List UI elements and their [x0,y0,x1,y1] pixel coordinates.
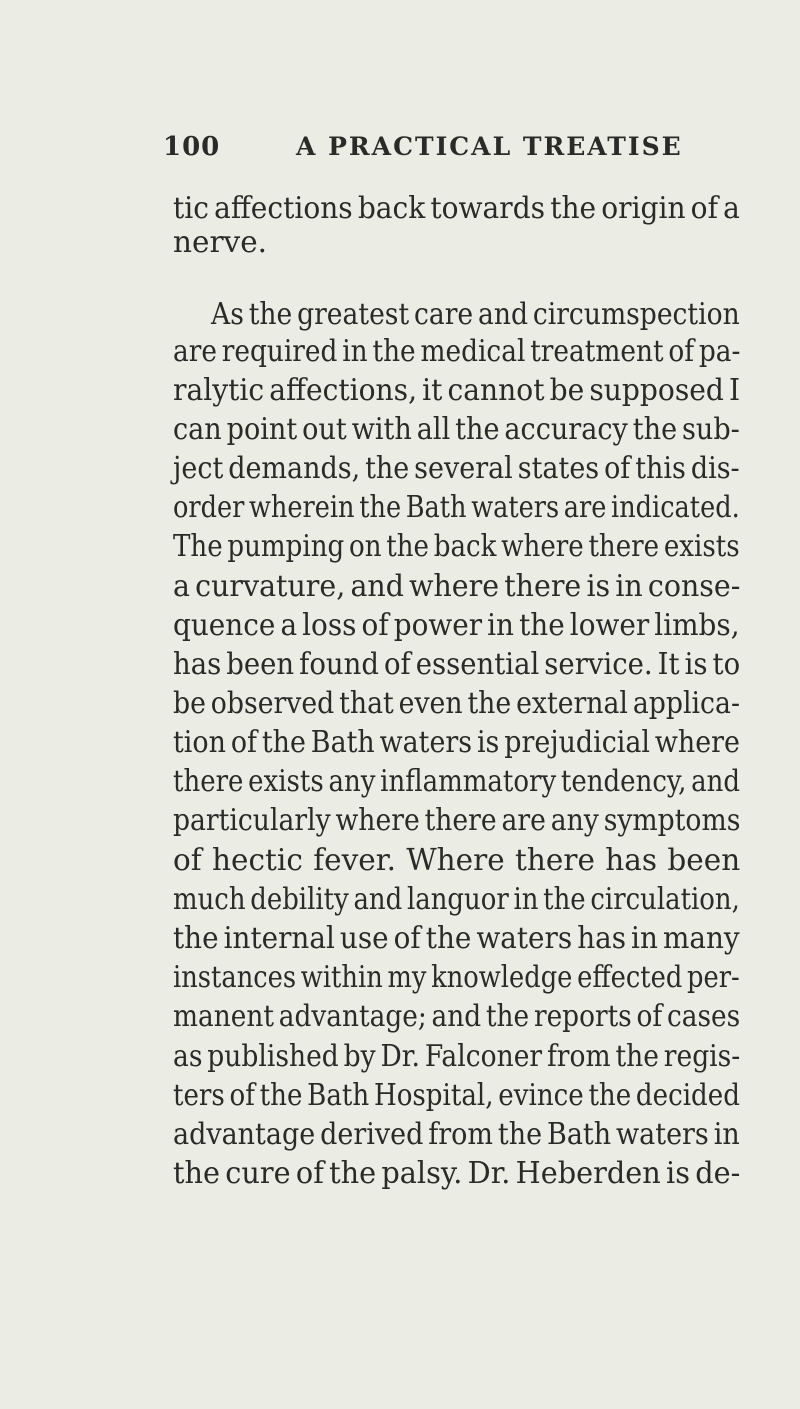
text-line: as published by Dr. Falconer from the regis- [173,1039,741,1073]
running-title: A PRACTICAL TREATISE [296,132,683,161]
text-line: of hectic fever. Where there has been [173,843,741,877]
text-line: the cure of the palsy. Dr. Heberden is de- [173,1156,741,1190]
text-line: has been found of essential service. It is to [173,647,741,681]
text-line: nerve. [173,225,268,259]
text-line: a curvature, and where there is in conse- [173,569,741,603]
text-line: instances within my knowledge effected per- [173,960,740,994]
text-line: be observed that even the external applica- [173,686,740,720]
text-line: tic affections back towards the origin of a [173,191,740,225]
text-line: tion of the Bath waters is prejudicial where [173,725,740,759]
text-line: As the greatest care and circumspection [211,297,740,331]
text-line: are required in the medical treatment of pa- [173,334,741,368]
text-line: The pumping on the back where there exists [173,529,740,563]
text-line: order wherein the Bath waters are indicated. [173,490,740,524]
text-line: ralytic affections, it cannot be supposed I [173,373,741,407]
text-line: much debility and languor in the circulation, [173,882,740,916]
page-header [0,132,800,172]
text-line: manent advantage; and the reports of cases [173,999,741,1033]
text-line: can point out with all the accuracy the sub- [173,412,740,446]
text-line: particularly where there are any symptoms [173,803,741,837]
text-line: ject demands, the several states of this dis- [173,451,740,485]
text-line: there exists any inflammatory tendency, and [173,764,741,798]
page-number: 100 [163,132,221,162]
text-line: advantage derived from the Bath waters in [173,1117,740,1151]
text-line: the internal use of the waters has in many [173,921,740,955]
text-line: quence a loss of power in the lower limbs, [173,608,740,642]
text-line: ters of the Bath Hospital, evince the decided [173,1078,740,1112]
